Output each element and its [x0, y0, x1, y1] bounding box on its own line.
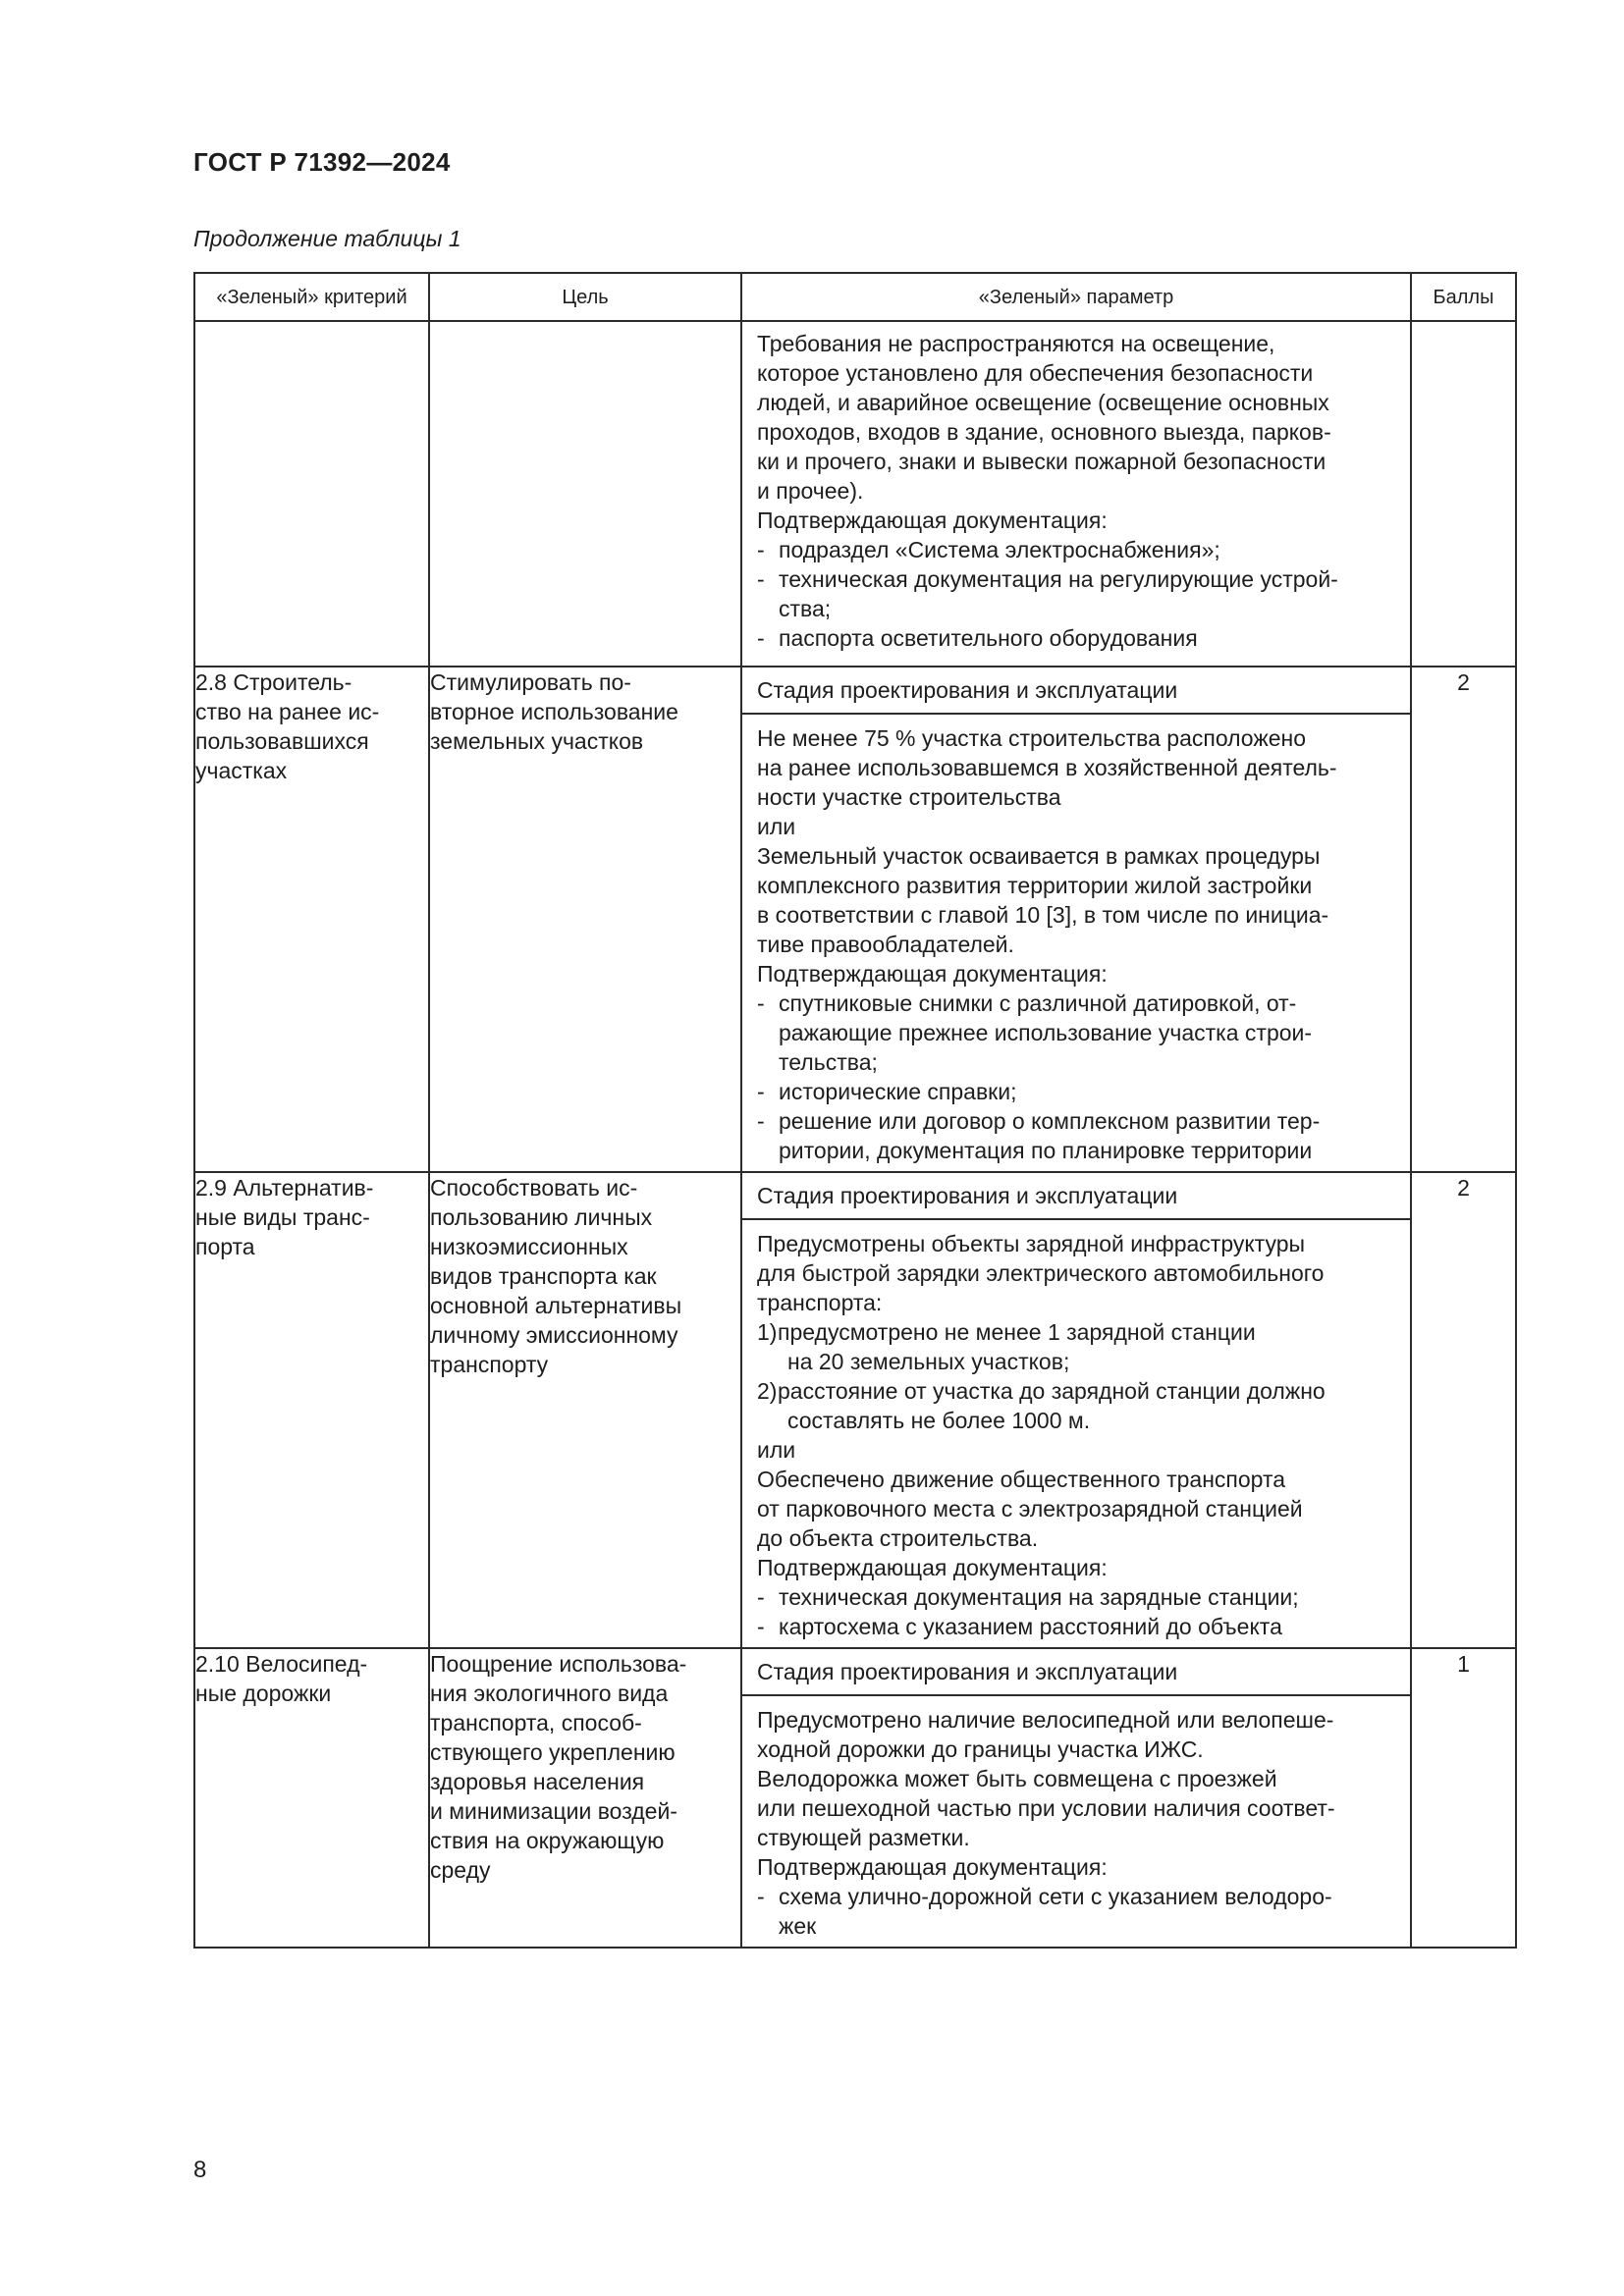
criteria-table [193, 272, 1517, 1949]
table-header-row [194, 273, 1516, 321]
parameter-cell [741, 1648, 1411, 1948]
parameter-body: Предусмотрены объекты зарядной инфраструктуры для быстрой зарядки электрического автомобильного транспорта: 1) предусмотрено не менее 1 зарядной станции на 20 земельных участков; 2) расстояние от участка до зарядной станции должно составлять не более 1000 м. или Обеспечено движение общественного транспорта от парковочного места с электрозарядной станцией до объекта строительства. Подтверждающая документация: - техническая документация на зарядные станции; - картосхема с указанием расстояний до объекта [742, 1220, 1410, 1647]
stage-label: Стадия проектирования и эксплуатации [742, 1173, 1410, 1220]
col-header-score: Баллы [1411, 273, 1516, 321]
page-number: 8 [193, 2157, 207, 2183]
score-cell: 2 [1411, 667, 1516, 1172]
parameter-cell [741, 321, 1411, 667]
goal-cell: Способствовать ис- пользованию личных низкоэмиссионных видов транспорта как основной альтернативы личному эмиссионному транспорту [429, 1172, 741, 1648]
numbered-item: 2) расстояние от участка до зарядной станции должно составлять не более 1000 м. [757, 1378, 1326, 1433]
table-caption: Продолжение таблицы 1 [193, 226, 461, 251]
col-header-criterion: «Зеленый» критерий [194, 273, 429, 321]
goal-cell [429, 321, 741, 667]
bullet-item: - картосхема с указанием расстояний до объекта [757, 1612, 1394, 1641]
col-header-parameter: «Зеленый» параметр [741, 273, 1411, 321]
parameter-body: Не менее 75 % участка строительства расположено на ранее использовавшемся в хозяйственной деятель- ности участке строительства или Земельный участок осваивается в рамках процедуры комплексного развития территории жилой застройки в соответствии с главой 10 [3], в том числе по инициа- тиве правообладателей. Подтверждающая документация: - спутниковые снимки с различной датировкой, от- ражающие прежнее использование участка строи- тельства; - исторические справки; - решение или договор о комплексном развитии тер- ритории, документация по планировке территории [742, 715, 1410, 1171]
stage-label: Стадия проектирования и эксплуатации [742, 667, 1410, 715]
parameter-line: которое установлено для обеспечения безопасности [757, 360, 1314, 386]
bullet-item: - схема улично-дорожной сети с указанием велодоро- жек [757, 1882, 1394, 1941]
table-row-continued [194, 321, 1516, 667]
parameter-line: и прочее). [757, 478, 864, 504]
score-cell: 1 [1411, 1648, 1516, 1948]
table-row-2-8 [194, 667, 1516, 1172]
criterion-cell: 2.8 Строитель- ство на ранее ис- пользовавшихся участках [194, 667, 429, 1172]
goal-cell: Поощрение использова- ния экологичного вида транспорта, способ- ствующего укреплению здоровья населения и минимизации воздей- ствия на окружающую среду [429, 1648, 741, 1948]
parameter-cell [741, 667, 1411, 1172]
bullet-item: - спутниковые снимки с различной датировкой, от- ражающие прежнее использование участка строи- тельства; [757, 988, 1394, 1077]
bullet-item: - решение или договор о комплексном развитии тер- ритории, документация по планировке территории [757, 1106, 1394, 1165]
score-cell [1411, 321, 1516, 667]
criterion-cell: 2.9 Альтернатив- ные виды транс- порта [194, 1172, 429, 1648]
parameter-line: людей, и аварийное освещение (освещение основных [757, 390, 1329, 415]
parameter-line: Требования не распространяются на освещение, [757, 331, 1275, 356]
bullet-item: - исторические справки; [757, 1077, 1394, 1106]
table-row-2-10 [194, 1648, 1516, 1948]
numbered-item: 1) предусмотрено не менее 1 зарядной станции на 20 земельных участков; [757, 1319, 1256, 1374]
table-row-2-9 [194, 1172, 1516, 1648]
parameter-line: ки и прочего, знаки и вывески пожарной безопасности [757, 449, 1326, 474]
parameter-body: Предусмотрено наличие велосипедной или велопеше- ходной дорожки до границы участка ИЖС. Велодорожка может быть совмещена с проезжей или пешеходной частью при условии наличия соответ- ствующей разметки. Подтверждающая документация: - схема улично-дорожной сети с указанием велодоро- жек [742, 1696, 1410, 1947]
col-header-goal: Цель [429, 273, 741, 321]
goal-cell: Стимулировать по- вторное использование земельных участков [429, 667, 741, 1172]
bullet-item: - техническая документация на зарядные станции; [757, 1582, 1394, 1612]
parameter-line: Подтверждающая документация: [757, 507, 1108, 533]
bullet-item: - подраздел «Система электроснабжения»; [757, 535, 1394, 564]
document-code: ГОСТ Р 71392—2024 [193, 147, 451, 177]
parameter-cell [741, 1172, 1411, 1648]
bullet-item: - техническая документация на регулирующие устрой- ства; [757, 564, 1394, 623]
criterion-cell [194, 321, 429, 667]
score-cell: 2 [1411, 1172, 1516, 1648]
criterion-cell: 2.10 Велосипед- ные дорожки [194, 1648, 429, 1948]
stage-label: Стадия проектирования и эксплуатации [742, 1649, 1410, 1696]
parameter-line: проходов, входов в здание, основного выезда, парков- [757, 419, 1331, 445]
bullet-item: - паспорта осветительного оборудования [757, 623, 1394, 653]
